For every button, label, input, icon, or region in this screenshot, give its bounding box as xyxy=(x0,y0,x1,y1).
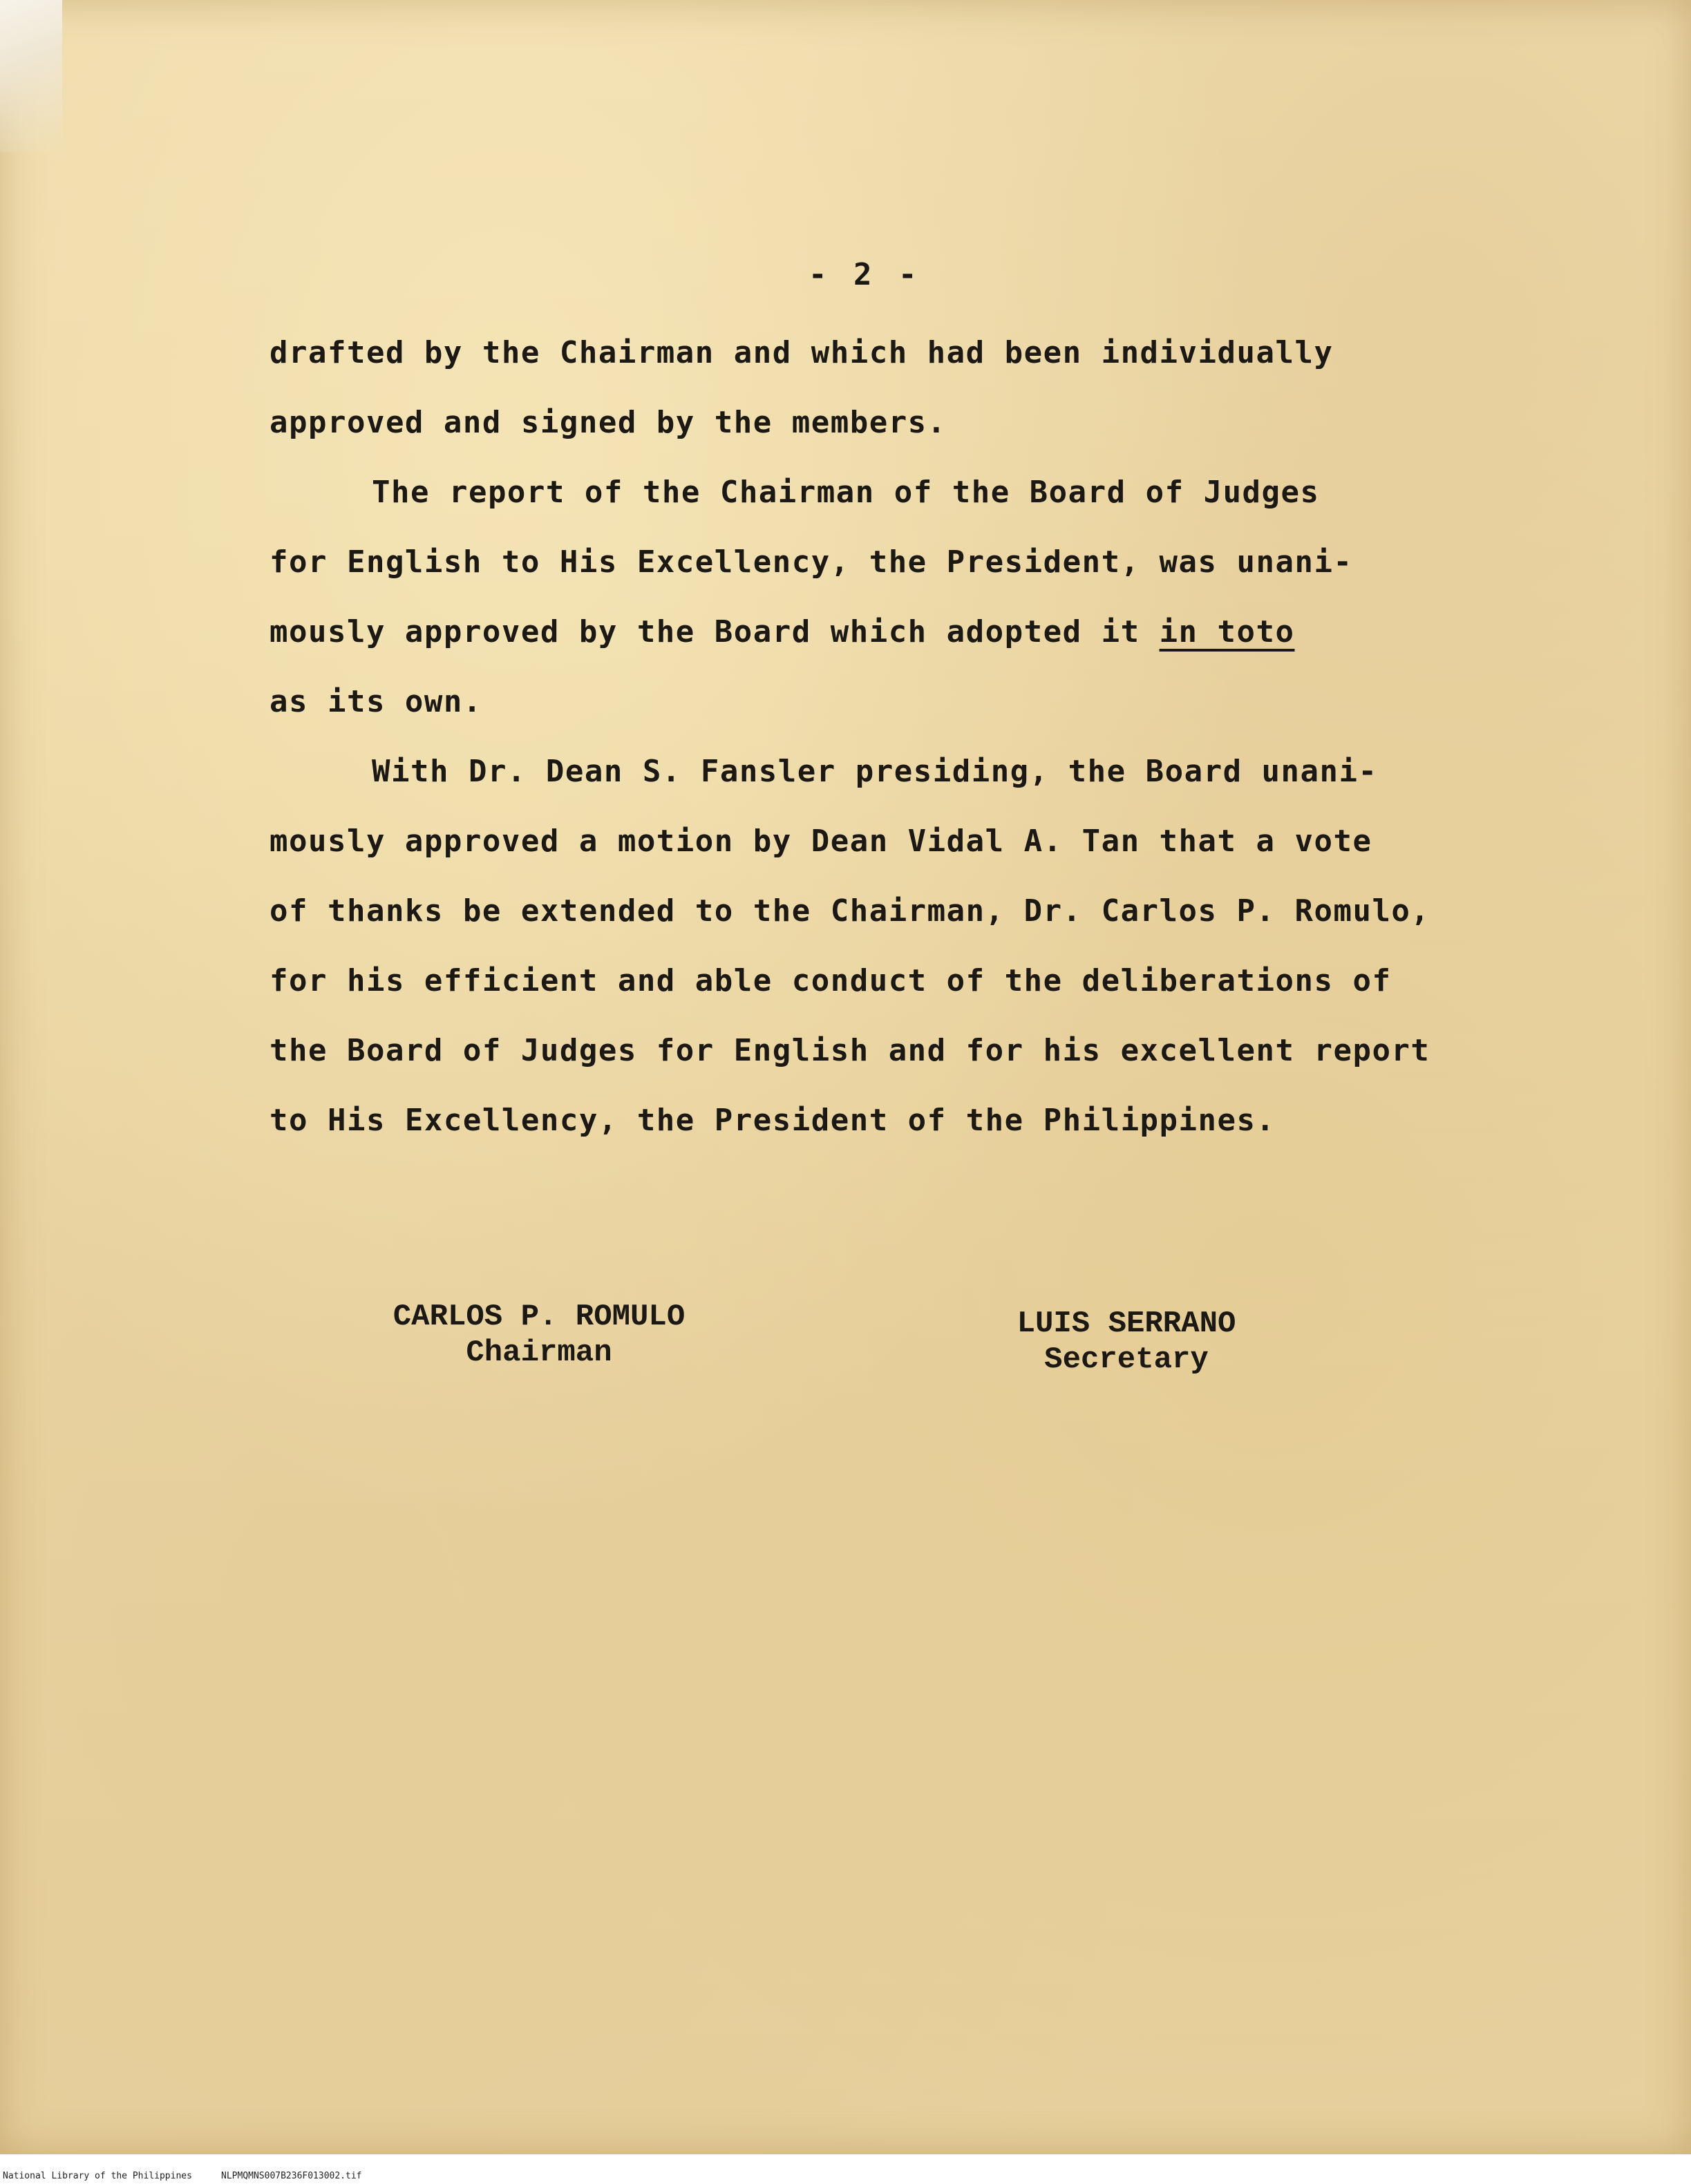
paragraph-3-line-2: mously approved a motion by Dean Vidal A. Tan that a vote xyxy=(270,824,1372,859)
paragraph-2-line-3-text: mously approved by the Board which adopted it xyxy=(270,614,1160,649)
chairman-name: CARLOS P. ROMULO xyxy=(393,1300,686,1334)
footer-library: National Library of the Philippines xyxy=(3,2171,192,2181)
paragraph-3-line-5: the Board of Judges for English and for his excellent report xyxy=(270,1033,1430,1068)
footer-file-code: NLPMQMNS007B236F013002.tif xyxy=(221,2171,362,2181)
paragraph-3-line-4: for his efficient and able conduct of the deliberations of xyxy=(270,963,1392,998)
torn-corner xyxy=(0,0,62,152)
paragraph-2-line-3 xyxy=(270,597,1548,667)
paragraph-1-line-1: drafted by the Chairman and which had been individually xyxy=(270,335,1334,370)
document-body xyxy=(270,318,1548,1155)
secretary-title: Secretary xyxy=(1044,1342,1209,1377)
chairman-title: Chairman xyxy=(466,1336,612,1370)
signatory-chairman xyxy=(359,1299,719,1371)
paragraph-2-line-2: for English to His Excellency, the President, was unani- xyxy=(270,544,1353,580)
paragraph-3-line-6: to His Excellency, the President of the Philippines. xyxy=(270,1103,1276,1138)
paragraph-3-line-1: With Dr. Dean S. Fansler presiding, the Board unani- xyxy=(372,754,1378,789)
secretary-name: LUIS SERRANO xyxy=(1017,1307,1236,1341)
paragraph-2-line-1: The report of the Chairman of the Board of Judges xyxy=(372,475,1320,510)
paragraph-2-line-4: as its own. xyxy=(270,684,482,719)
paragraph-1-line-2: approved and signed by the members. xyxy=(270,405,947,440)
page-number: - 2 - xyxy=(809,257,921,292)
paragraph-3-line-3: of thanks be extended to the Chairman, Dr. Carlos P. Romulo, xyxy=(270,893,1430,929)
in-toto-underlined: in toto xyxy=(1159,614,1295,649)
signatory-secretary xyxy=(981,1306,1272,1378)
